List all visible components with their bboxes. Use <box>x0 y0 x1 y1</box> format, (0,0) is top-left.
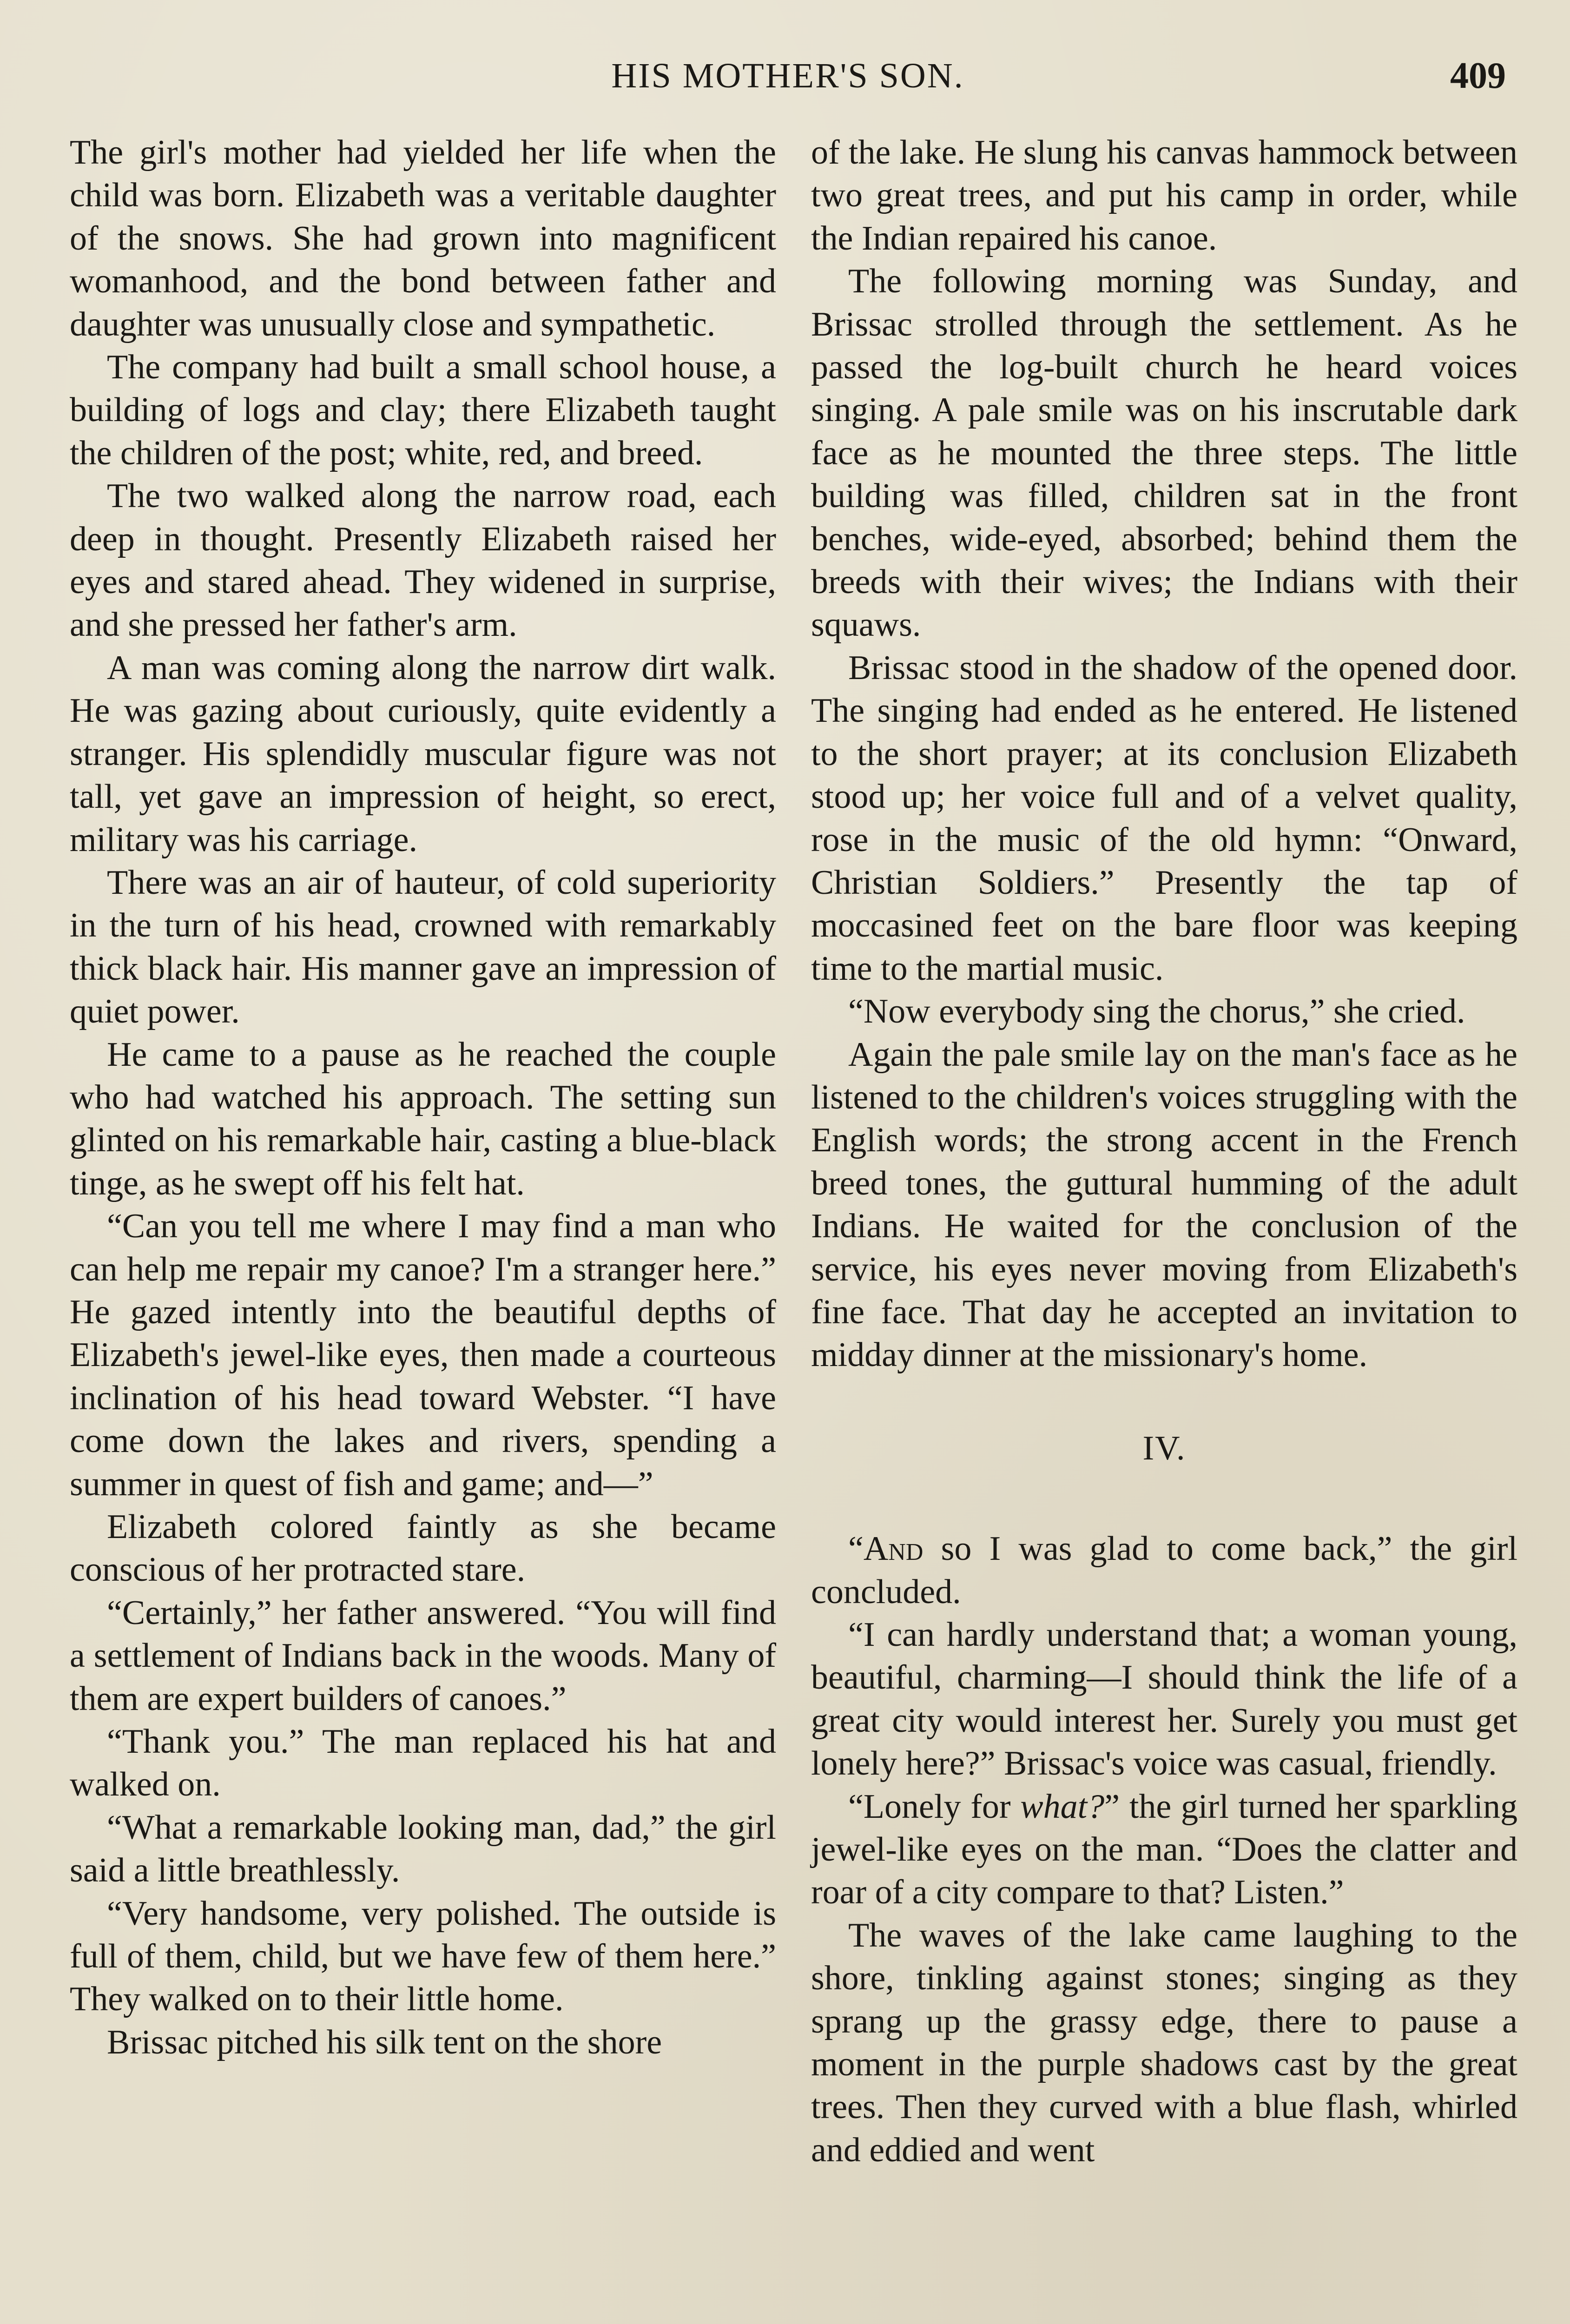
text-run: “Lonely for <box>848 1787 1021 1826</box>
paragraph: The girl's mother had yielded her life when the child was born. Elizabeth was a veritable daughter of the snows. She had grown into magnificent womanhood, and the bond between father and daughter was unusually close and sympathetic. <box>70 133 776 343</box>
running-head <box>70 50 1506 101</box>
section-opening-paragraph <box>811 1527 1517 1613</box>
paragraph: A man was coming along the narrow dirt walk. He was gazing about curiously, quite evidently a stranger. His splendidly muscular figure was not tall, yet gave an impression of height, so erect, military was his carriage. <box>70 648 776 859</box>
paragraph: “I can hardly understand that; a woman young, beautiful, charming—I should think the life of a great city would interest her. Surely you must get lonely here?” Brissac's voice was casual, friendly. <box>811 1616 1517 1783</box>
lead-word: And <box>863 1530 924 1568</box>
paragraph: There was an air of hauteur, of cold superiority in the turn of his head, crowned with remarkably thick black hair. His manner gave an impression of quiet power. <box>70 863 776 1031</box>
page-number: 409 <box>1450 55 1506 96</box>
emphasis: what? <box>1020 1787 1105 1826</box>
paragraph: The following morning was Sunday, and Brissac strolled through the settlement. As he passed the log-built church he heard voices singing. A pale smile was on his inscrutable dark face as he mounted the three steps. The little building was filled, children sat in the front benches, wide-eyed, absorbed; behind them the breeds with their wives; the Indians with their squaws. <box>811 262 1517 644</box>
paragraph: “Certainly,” her father answered. “You will find a settlement of Indians back in the woods. Many of them are expert builders of canoes.” <box>70 1593 776 1718</box>
opening-text: so I was glad to come back,” the girl concluded. <box>811 1530 1517 1611</box>
paragraph: “Can you tell me where I may find a man who can help me repair my canoe? I'm a stranger here.” He gazed intently into the beautiful depths of Elizabeth's jewel-like eyes, then made a courteous inclination of his head toward Webster. “I have come down the lakes and rivers, spending a summer in quest of fish and game; and—” <box>70 1207 776 1503</box>
paragraph: “What a remarkable looking man, dad,” the girl said a little breathlessly. <box>70 1808 776 1890</box>
paragraph: He came to a pause as he reached the couple who had watched his approach. The setting sun glinted on his remarkable hair, casting a blue-black tinge, as he swept off his felt hat. <box>70 1035 776 1202</box>
paragraph: The waves of the lake came laughing to the shore, tinkling against stones; singing as they sprang up the grassy edge, there to pause a moment in the purple shadows cast by the great trees. Then they curved with a blue flash, whirled and eddied and went <box>811 1916 1517 2169</box>
paragraph <box>811 1785 1517 1914</box>
paragraph: Brissac stood in the shadow of the opened door. The singing had ended as he entered. He listened to the short prayer; at its conclusion Elizabeth stood up; her voice full and of a velvet quality, rose in the music of the old hymn: “Onward, Christian Soldiers.” Presently the tap of moccasined feet on the bare floor was keeping time to the martial music. <box>811 648 1517 988</box>
open-quote: “ <box>848 1530 864 1568</box>
paragraph: The two walked along the narrow road, each deep in thought. Presently Elizabeth raised her eyes and stared ahead. They widened in surprise, and she pressed her father's arm. <box>70 477 776 644</box>
paragraph: “Thank you.” The man replaced his hat and walked on. <box>70 1723 776 1804</box>
section-heading: IV. <box>1142 1429 1186 1467</box>
paragraph: Elizabeth colored faintly as she became conscious of her protracted stare. <box>70 1508 776 1589</box>
paragraph: of the lake. He slung his canvas hammock between two great trees, and put his camp in order, while the Indian repaired his canoe. <box>811 133 1517 257</box>
right-column <box>811 131 1517 2172</box>
paragraph: “Very handsome, very polished. The outside is full of them, child, but we have few of them here.” They walked on to their little home. <box>70 1894 776 2019</box>
running-title: HIS MOTHER'S SON. <box>611 56 964 95</box>
paragraph: Brissac pitched his silk tent on the shore <box>107 2023 662 2061</box>
paragraph: “Now everybody sing the chorus,” she cried. <box>848 992 1465 1031</box>
left-column <box>70 131 776 2064</box>
text-run: ” the girl turned her sparkling jewel-like eyes on the man. “Does the clatter and roar of a city compare to that? Listen.” <box>811 1787 1517 1912</box>
paragraph: The company had built a small school house, a building of logs and clay; there Elizabeth taught the children of the post; white, red, and breed. <box>70 348 776 472</box>
paragraph: Again the pale smile lay on the man's face as he listened to the children's voices struggling with the English words; the strong accent in the French breed tones, the guttural humming of the adult Indians. He waited for the conclusion of the service, his eyes never moving from Elizabeth's fine face. That day he accepted an invitation to midday dinner at the missionary's home. <box>811 1035 1517 1374</box>
